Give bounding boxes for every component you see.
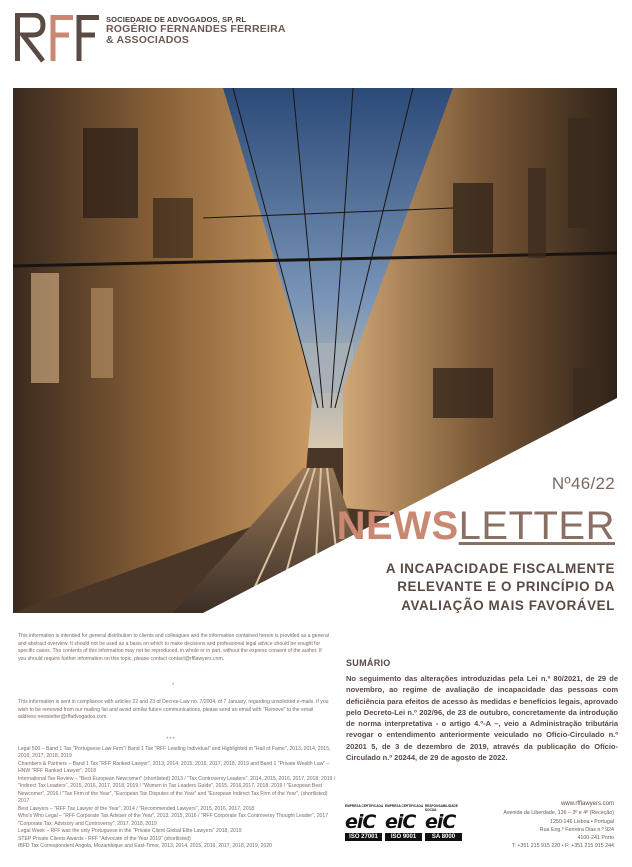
- certifications: [345, 804, 463, 854]
- title-news: NEWS: [336, 504, 459, 548]
- separator-stars: ***: [166, 737, 177, 743]
- contact-address: [503, 800, 614, 850]
- eic-logo-icon: eiC: [385, 811, 416, 833]
- address-line: 4100-241 Porto: [577, 834, 614, 841]
- address-line: 1250-146 Lisboa • Portugal: [550, 818, 614, 825]
- website-link[interactable]: www.rfflawyers.com: [561, 801, 614, 807]
- address-line: Avenida da Liberdade, 136 – 3º e 4º (Receção): [503, 810, 614, 817]
- firm-name-line3: & ASSOCIADOS: [106, 33, 190, 46]
- headline-line: A INCAPACIDADE FISCALMENTE: [385, 561, 615, 576]
- disclaimer-paragraph-1: This information is intended for general distribution to clients and colleagues and the information contained herein is provided as a general and abstract overview. It should not be used as a basis on which to make decisions and professional legal advice should be sought for specific cases. The contents of this information may not be reproduced, in whole or in part, without the express consent of the author. If you should require further information on this topic, please contact contact@rfflawyers.com.: [18, 633, 329, 662]
- firm-name-line1: SOCIEDADE DE ADVOGADOS, SP, RL: [106, 15, 247, 24]
- award-item: Who's Who Legal – "RFF Corporate Tax Adviser of the Year", 2013, 2015, 2016 / "RFF Corporate Tax Controversy Thought Leader", 2017 "Corporate Tax: Advisory and Controversy", 2017, 2018, 2019: [18, 813, 329, 827]
- cert-badge: [345, 813, 382, 854]
- cert-badge: [425, 813, 462, 854]
- cert-heading: RESPONSABILIDADE SOCIAL: [425, 804, 458, 812]
- firm-name: [106, 16, 286, 46]
- cert-heading: EMPRESA CERTIFICADA: [385, 804, 424, 808]
- award-item: IBFD Tax Correspondent Angola, Mozambique and East-Timor, 2013, 2014, 2015, 2016, 2017, 2018, 2019, 2020: [18, 843, 273, 850]
- award-item: Chambers & Partners – Band 1 Tax "RFF Ranked Lawyer", 2013, 2014, 2015, 2016, 2017, 2018, 2019 and Band 1 "Private Wealth Law" – HNW "RFF Ranked Lawyer", 2018: [18, 760, 330, 775]
- separator-star: *: [172, 683, 175, 689]
- headline: [275, 560, 615, 615]
- rff-logo: [13, 13, 101, 63]
- award-item: International Tax Review – "Best European Newcomer" (shortlisted) 2013 / "Tax Controversy Leaders", 2014, 2015, 2016, 2017, 2018, 2019 / "Indirect Tax Leaders", 2015, 2016, 2017, 2018, 2019 / "Women in Tax Leaders Guide", 2015, 2016,2017, 2018, 2019 / "European Best Newcomer", 2016 / "Tax Firm of the Year", "European Tax Disputes of the Year" and "European Indirect Tax Firm of the Year", (shortlisted) 2017: [18, 775, 336, 805]
- eic-logo-icon: eiC: [425, 811, 456, 833]
- cert-standard: ISO 9001: [385, 833, 422, 841]
- address-line: Rua Eng.º Ferreira Dias n.º 924: [539, 826, 614, 833]
- cert-heading: EMPRESA CERTIFICADA: [345, 804, 384, 808]
- cert-standard: ISO 27001: [345, 833, 382, 841]
- award-item: Legal 500 – Band 1 Tax "Portuguese Law Firm"/ Band 1 Tax "RFF Leading Individual" and Highlighted in "Hall of Fame", 2013, 2014, 2015, 2016, 2017, 2018, 2019: [18, 746, 331, 760]
- award-item: STEP Private Clients Awards - RFF "Advocate of the Year 2019" (shortlisted): [18, 835, 191, 842]
- eic-logo-icon: eiC: [345, 811, 376, 833]
- newsletter-title: [337, 506, 615, 546]
- issue-number: Nº46/22: [551, 474, 615, 493]
- cert-standard: SA 8000: [425, 833, 462, 841]
- headline-line: RELEVANTE E O PRINCÍPIO DA: [397, 579, 615, 595]
- awards-list: [18, 746, 338, 851]
- award-item: Legal Week – RFF was the only Portuguese in the "Private Client Global Elite Lawyers" 2018, 2019: [18, 828, 242, 835]
- firm-name-line2: ROGÉRIO FERNANDES FERREIRA: [106, 22, 286, 35]
- headline-line: AVALIAÇÃO MAIS FAVORÁVEL: [401, 597, 615, 613]
- phone-fax: T: +351 215 915 220 • F: +351 215 915 244: [511, 843, 614, 850]
- summary-title: SUMÁRIO: [346, 658, 391, 668]
- title-letter: LETTER: [458, 504, 615, 548]
- award-item: Best Lawyers – "RFF Tax Lawyer of the Year", 2014 / "Recommended Lawyers", 2015, 2016, 2017, 2018: [18, 805, 255, 812]
- disclaimer-paragraph-2: This information is sent in compliance with articles 22 and 23 of Decree-Law no. 7/2004, of 7 January, regarding unsolicited e-mails. If you wish to be removed from our mailing list and avoid similar future communications, please send an email with "Remove" to the email address newsletter@rffadvogados.com.: [18, 699, 329, 721]
- summary-text: No seguimento das alterações introduzidas pela Lei n.º 80/2021, de 29 de novembro, ao regime de avaliação de incapacidade das pessoas com deficiência para efeitos de acesso às medidas e benefícios legais, aprovado pelo Decreto-Lei n.º 202/96, de 23 de outubro, concretamente da introdução de norma interpretativa - o artigo 4.º-A –, veio a Administração tributária revogar o entendimento anteriormente veiculado no Ofício-Circulado n.º 20201 5, de 3 de dezembro de 2019, através da publicação do Ofício-Circulado n.º 20244, de 29 de agosto de 2022.: [346, 674, 618, 762]
- cert-badge: [385, 813, 422, 854]
